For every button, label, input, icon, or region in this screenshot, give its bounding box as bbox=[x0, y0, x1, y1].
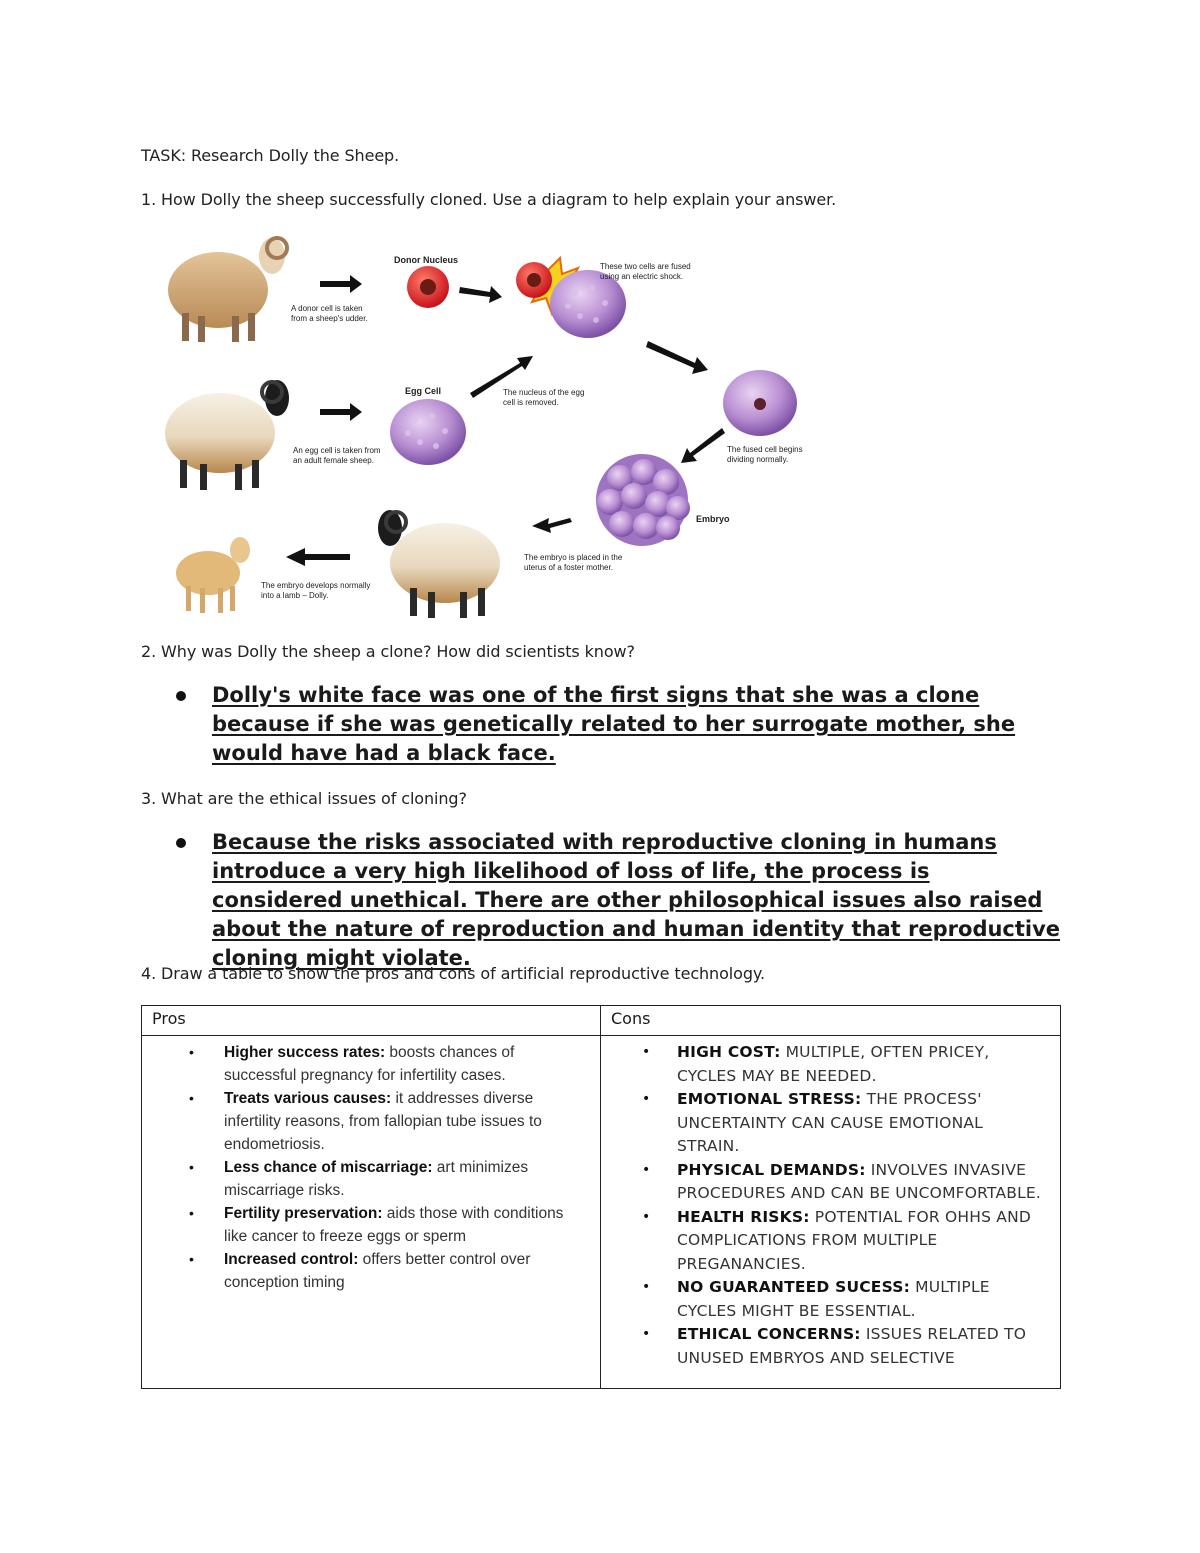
label-donor-nucleus: Donor Nucleus bbox=[394, 255, 459, 265]
label-dividing-2: dividing normally. bbox=[727, 455, 789, 464]
question-3: 3. What are the ethical issues of cloning? bbox=[141, 789, 467, 808]
answer-3 bbox=[176, 828, 1066, 973]
label-develops-1: The embryo develops normally bbox=[261, 581, 371, 590]
label-egg-cell: Egg Cell bbox=[405, 386, 442, 396]
bullet-icon bbox=[176, 691, 186, 701]
list-item: • EMOTIONAL STRESS: THE PROCESS' UNCERTAINTY CAN CAUSE EMOTIONAL STRAIN. bbox=[642, 1088, 1049, 1159]
donor-sheep-image bbox=[168, 238, 287, 342]
cons-header: Cons bbox=[601, 1006, 1061, 1036]
cons-list bbox=[602, 1037, 1059, 1370]
label-fused-note-2: using an electric shock. bbox=[600, 272, 684, 281]
answer-3-text: Because the risks associated with reproductive cloning in humans introduce a very high likelihood of loss of life, the process is considered unethical. There are other philosophical issues also raised about the nature of reproduction and human identity that reproductive cloning might violate. bbox=[212, 830, 1061, 970]
label-fused-note-1: These two cells are fused bbox=[600, 262, 691, 271]
cons-cell bbox=[601, 1036, 1061, 1389]
egg-cell bbox=[390, 399, 466, 465]
label-develops-2: into a lamb – Dolly. bbox=[261, 591, 329, 600]
label-placed-2: uterus of a foster mother. bbox=[524, 563, 613, 572]
pros-list bbox=[143, 1037, 599, 1300]
pros-cell bbox=[142, 1036, 601, 1389]
list-item: • HEALTH RISKS: POTENTIAL FOR OHHS AND COMPLICATIONS FROM MULTIPLE PREGANANCIES. bbox=[642, 1206, 1049, 1277]
cloning-diagram bbox=[160, 228, 820, 623]
table-header-row bbox=[142, 1006, 1061, 1036]
list-item: • Fertility preservation: aids those with conditions like cancer to freeze eggs or sperm bbox=[189, 1202, 589, 1248]
label-nucleus-removed-1: The nucleus of the egg bbox=[503, 388, 585, 397]
label-donor-cell-2: from a sheep's udder. bbox=[291, 314, 368, 323]
question-2: 2. Why was Dolly the sheep a clone? How did scientists know? bbox=[141, 642, 635, 661]
answer-2-text: Dolly's white face was one of the first signs that she was a clone because if she was genetically related to her surrogate mother, she would have had a black face. bbox=[212, 683, 1016, 765]
question-4: 4. Draw a table to show the pros and cons of artificial reproductive technology. bbox=[141, 964, 765, 983]
pros-header: Pros bbox=[142, 1006, 601, 1036]
list-item: • PHYSICAL DEMANDS: INVOLVES INVASIVE PROCEDURES AND CAN BE UNCOMFORTABLE. bbox=[642, 1159, 1049, 1206]
label-nucleus-removed-2: cell is removed. bbox=[503, 398, 559, 407]
label-egg-taken-2: an adult female sheep. bbox=[293, 456, 374, 465]
list-item: • Less chance of miscarriage: art minimizes miscarriage risks. bbox=[189, 1156, 589, 1202]
label-donor-cell-1: A donor cell is taken bbox=[291, 304, 363, 313]
label-egg-taken-1: An egg cell is taken from bbox=[293, 446, 381, 455]
list-item: • Treats various causes: it addresses diverse infertility reasons, from fallopian tube issues to endometriosis. bbox=[189, 1087, 589, 1156]
label-placed-1: The embryo is placed in the bbox=[524, 553, 623, 562]
label-embryo: Embryo bbox=[696, 514, 730, 524]
table-body-row bbox=[142, 1036, 1061, 1389]
foster-mother-sheep-image bbox=[378, 510, 500, 618]
question-1: 1. How Dolly the sheep successfully cloned. Use a diagram to help explain your answer. bbox=[141, 190, 837, 209]
fused-cell bbox=[723, 370, 797, 436]
bullet-icon bbox=[176, 838, 186, 848]
task-title: TASK: Research Dolly the Sheep. bbox=[141, 146, 400, 165]
list-item: • Higher success rates: boosts chances of successful pregnancy for infertility cases. bbox=[189, 1041, 589, 1087]
answer-2 bbox=[176, 681, 1066, 768]
egg-donor-sheep-image bbox=[165, 380, 289, 490]
list-item: • Increased control: offers better control over conception timing bbox=[189, 1248, 589, 1294]
list-item: • NO GUARANTEED SUCESS: MULTIPLE CYCLES MIGHT BE ESSENTIAL. bbox=[642, 1276, 1049, 1323]
lamb-dolly-image bbox=[176, 537, 250, 613]
list-item: • HIGH COST: MULTIPLE, OFTEN PRICEY, CYCLES MAY BE NEEDED. bbox=[642, 1041, 1049, 1088]
embryo-cluster bbox=[596, 454, 690, 546]
pros-cons-table bbox=[141, 1005, 1061, 1389]
label-dividing-1: The fused cell begins bbox=[727, 445, 803, 454]
list-item: • ETHICAL CONCERNS: ISSUES RELATED TO UNUSED EMBRYOS AND SELECTIVE bbox=[642, 1323, 1049, 1370]
